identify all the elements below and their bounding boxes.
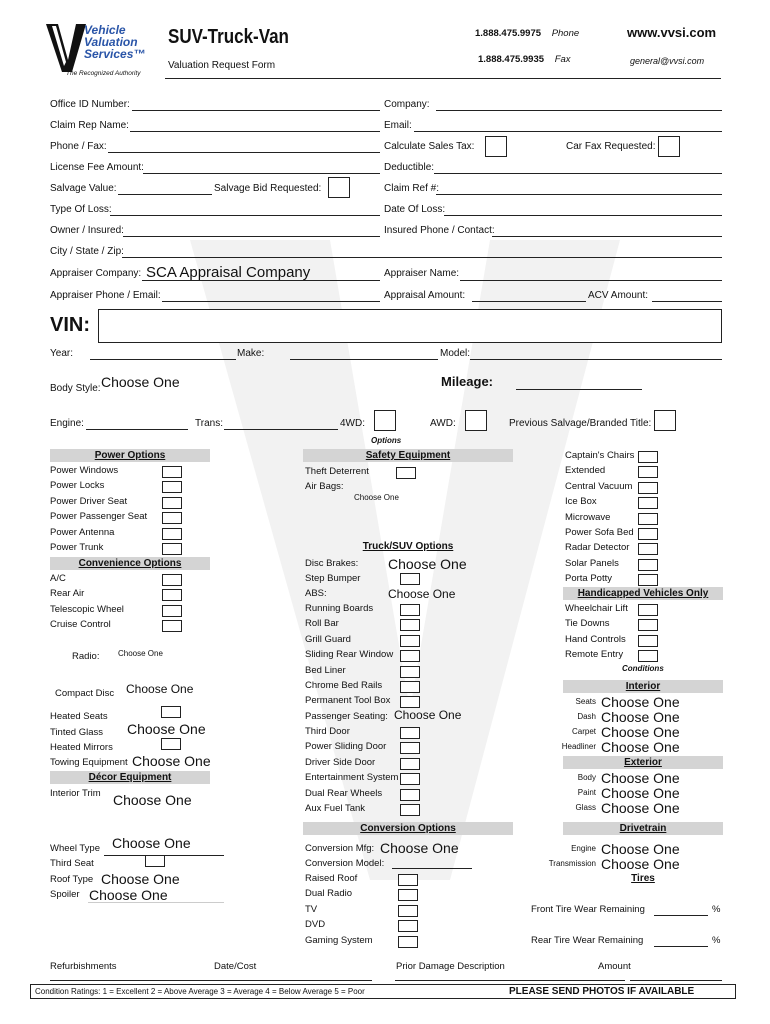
paint-condition-select[interactable]: Choose One [601, 785, 680, 801]
year-label: Year: [50, 348, 73, 359]
amount-input[interactable] [630, 980, 722, 981]
carpet-condition-select[interactable]: Choose One [601, 724, 680, 740]
rear-tire-pct: % [712, 935, 721, 946]
logo-v-icon [46, 22, 86, 74]
truck-suv-header: Truck/SUV Options [362, 541, 454, 552]
handicapped-header: Handicapped Vehicles Only [563, 587, 723, 600]
insured-phone-input[interactable] [492, 236, 722, 237]
permanent-tool-box-label: Permanent Tool Box [305, 695, 391, 707]
raised-roof-checkbox[interactable] [398, 874, 418, 886]
remote-entry-label: Remote Entry [565, 649, 624, 661]
heated-mirrors-checkbox[interactable] [161, 738, 181, 750]
roll-bar-label: Roll Bar [305, 618, 339, 630]
body-style-select[interactable]: Choose One [101, 374, 180, 390]
compact-disc-label: Compact Disc [55, 688, 115, 699]
power-locks-label: Power Locks [50, 480, 105, 492]
condition-ratings: Condition Ratings: 1 = Excellent 2 = Above Average 3 = Average 4 = Below Average 5 = Poor [35, 987, 365, 996]
year-input[interactable] [90, 359, 236, 360]
paint-condition-label: Paint [577, 788, 596, 797]
appraiser-phone-input[interactable] [162, 301, 380, 302]
prior-damage-label: Prior Damage Description [396, 961, 505, 972]
email-label: Email: [384, 120, 412, 131]
mileage-label: Mileage: [441, 374, 494, 389]
mileage-input[interactable] [516, 389, 642, 390]
company-label: Company: [384, 99, 430, 110]
calc-tax-label: Calculate Sales Tax: [384, 141, 475, 152]
telescopic-wheel-label: Telescopic Wheel [50, 603, 124, 615]
power-locks-checkbox[interactable] [162, 481, 182, 493]
wheelchair-lift-checkbox[interactable] [638, 604, 658, 616]
theft-deterrent-label: Theft Deterrent [305, 466, 369, 477]
logo-tagline: The Recognized Authority [66, 70, 141, 77]
power-driver-seat-checkbox[interactable] [162, 497, 182, 509]
air-bags-select[interactable]: Choose One [354, 493, 399, 502]
engine-label: Engine: [50, 418, 84, 429]
amount-label: Amount [598, 961, 631, 972]
body-condition-select[interactable]: Choose One [601, 770, 680, 786]
sliding-rear-window-label: Sliding Rear Window [305, 649, 394, 661]
owner-label: Owner / Insured: [50, 225, 124, 236]
appraisal-amount-label: Appraisal Amount: [384, 290, 466, 301]
appraiser-name-input[interactable] [460, 280, 722, 281]
deductible-label: Deductible: [384, 162, 435, 173]
appraisal-amount-input[interactable] [472, 301, 586, 302]
rear-tire-input[interactable] [654, 946, 708, 947]
city-label: City / State / Zip: [50, 246, 124, 257]
central-vacuum-checkbox[interactable] [638, 482, 658, 494]
power-passenger-seat-label: Power Passenger Seat [50, 511, 148, 523]
seats-condition-label: Seats [575, 697, 596, 706]
radio-label: Radio: [72, 651, 100, 662]
vin-input[interactable] [98, 309, 722, 343]
rear-tire-label: Rear Tire Wear Remaining [531, 935, 644, 946]
raised-roof-label: Raised Roof [305, 873, 358, 884]
model-label: Model: [440, 348, 471, 359]
roof-type-select[interactable]: Choose One [101, 871, 180, 887]
appraiser-company-value[interactable]: SCA Appraisal Company [146, 264, 311, 281]
telescopic-wheel-checkbox[interactable] [162, 605, 182, 617]
third-door-checkbox[interactable] [400, 727, 420, 739]
cruise-control-label: Cruise Control [50, 619, 111, 631]
power-passenger-seat-checkbox[interactable] [162, 512, 182, 524]
make-label: Make: [237, 348, 265, 359]
salvage-bid-label: Salvage Bid Requested: [214, 183, 322, 194]
dvd-checkbox[interactable] [398, 920, 418, 932]
website[interactable]: www.vvsi.com [627, 25, 717, 40]
dual-rear-wheels-checkbox[interactable] [400, 789, 420, 801]
running-boards-label: Running Boards [305, 603, 374, 614]
date-of-loss-label: Date Of Loss: [384, 204, 446, 215]
fax-number: 1.888.475.9935 [478, 54, 545, 65]
carpet-condition-label: Carpet [571, 727, 596, 736]
owner-input[interactable] [123, 236, 380, 237]
bed-liner-label: Bed Liner [305, 664, 346, 676]
porta-potty-checkbox[interactable] [638, 574, 658, 586]
solar-panels-label: Solar Panels [565, 557, 619, 569]
insured-phone-label: Insured Phone / Contact: [384, 225, 495, 236]
wheelchair-lift-label: Wheelchair Lift [565, 603, 628, 614]
engine-condition-label: Engine [571, 844, 596, 853]
passenger-seating-select[interactable]: Choose One [394, 708, 462, 722]
hand-controls-label: Hand Controls [565, 633, 626, 645]
a-c-label: A/C [50, 573, 66, 584]
tv-checkbox[interactable] [398, 905, 418, 917]
interior-trim-select[interactable]: Choose One [113, 792, 192, 808]
tie-downs-checkbox[interactable] [638, 619, 658, 631]
front-tire-pct: % [712, 904, 721, 915]
porta-potty-label: Porta Potty [565, 573, 612, 585]
refurbishments-label: Refurbishments [50, 961, 117, 972]
power-trunk-checkbox[interactable] [162, 543, 182, 555]
captain-s-chairs-label: Captain's Chairs [565, 450, 635, 461]
fax-label: Fax [554, 54, 571, 65]
phone-label: Phone [551, 28, 580, 39]
4wd-checkbox[interactable] [374, 410, 396, 431]
towing-select[interactable]: Choose One [132, 753, 211, 769]
radar-detector-checkbox[interactable] [638, 543, 658, 555]
logo-line-1: Vehicle [84, 23, 126, 37]
trans-label: Trans: [195, 418, 223, 429]
towing-label: Towing Equipment [50, 757, 128, 768]
form-title: SUV-Truck-Van [168, 26, 289, 48]
logo-line-2: Valuation [84, 35, 138, 49]
claim-rep-input[interactable] [130, 131, 380, 132]
front-tire-input[interactable] [654, 915, 708, 916]
radio-select[interactable]: Choose One [118, 649, 163, 658]
trans-input[interactable] [224, 429, 338, 430]
chrome-bed-rails-checkbox[interactable] [400, 681, 420, 693]
convenience-options-header: Convenience Options [50, 557, 210, 570]
make-input[interactable] [290, 359, 438, 360]
body-condition-label: Body [577, 773, 596, 782]
hand-controls-checkbox[interactable] [638, 635, 658, 647]
headliner-condition-label: Headliner [561, 742, 596, 751]
conditions-label: Conditions [622, 664, 664, 673]
tinted-glass-select[interactable]: Choose One [127, 721, 206, 737]
transmission-condition-select[interactable]: Choose One [601, 856, 680, 872]
power-sofa-bed-checkbox[interactable] [638, 528, 658, 540]
appraiser-company-label: Appraiser Company: [50, 268, 142, 279]
conversion-header: Conversion Options [303, 822, 513, 835]
dvd-label: DVD [305, 919, 326, 931]
claim-rep-label: Claim Rep Name: [50, 120, 129, 131]
permanent-tool-box-checkbox[interactable] [400, 696, 420, 708]
gaming-system-checkbox[interactable] [398, 936, 418, 948]
central-vacuum-label: Central Vacuum [565, 480, 633, 492]
entertainment-system-checkbox[interactable] [400, 773, 420, 785]
spoiler-select[interactable]: Choose One [89, 887, 168, 903]
heated-seats-label: Heated Seats [50, 711, 108, 722]
decor-header: Décor Equipment [50, 771, 210, 784]
car-fax-checkbox[interactable] [658, 136, 680, 157]
4wd-label: 4WD: [340, 418, 365, 429]
power-driver-seat-label: Power Driver Seat [50, 495, 128, 507]
tie-downs-label: Tie Downs [565, 618, 610, 630]
bed-liner-checkbox[interactable] [400, 666, 420, 678]
contact-email[interactable]: general@vvsi.com [630, 56, 705, 66]
step-bumper-checkbox[interactable] [400, 573, 420, 585]
disc-brakes-select[interactable]: Choose One [388, 556, 467, 572]
prev-salvage-checkbox[interactable] [654, 410, 676, 431]
rear-air-label: Rear Air [50, 588, 85, 600]
microwave-checkbox[interactable] [638, 513, 658, 525]
power-sliding-door-checkbox[interactable] [400, 742, 420, 754]
dual-radio-label: Dual Radio [305, 888, 352, 900]
entertainment-system-label: Entertainment System [305, 772, 399, 784]
refurbishments-input[interactable] [50, 980, 372, 981]
awd-label: AWD: [430, 418, 456, 429]
office-id-input[interactable] [132, 110, 380, 111]
phone-fax-label: Phone / Fax: [50, 141, 107, 152]
body-style-label: Body Style: [50, 383, 101, 394]
tinted-glass-label: Tinted Glass [50, 727, 103, 738]
roof-type-label: Roof Type [50, 874, 94, 885]
chrome-bed-rails-label: Chrome Bed Rails [305, 680, 383, 691]
compact-disc-select[interactable]: Choose One [126, 682, 194, 696]
phone-number: 1.888.475.9975 [475, 28, 542, 39]
extended-label: Extended [565, 465, 606, 477]
date-of-loss-input[interactable] [444, 215, 722, 216]
conversion-mfg-select[interactable]: Choose One [380, 840, 459, 856]
dual-radio-checkbox[interactable] [398, 889, 418, 901]
ice-box-checkbox[interactable] [638, 497, 658, 509]
license-fee-label: License Fee Amount: [50, 162, 144, 173]
power-options-header: Power Options [50, 449, 210, 462]
appraiser-phone-label: Appraiser Phone / Email: [50, 290, 161, 301]
a-c-checkbox[interactable] [162, 574, 182, 586]
power-sliding-door-label: Power Sliding Door [305, 741, 387, 753]
city-input[interactable] [122, 257, 722, 258]
aux-fuel-tank-checkbox[interactable] [400, 804, 420, 816]
awd-checkbox[interactable] [465, 410, 487, 431]
dual-rear-wheels-label: Dual Rear Wheels [305, 787, 383, 799]
ice-box-label: Ice Box [565, 496, 597, 508]
salvage-bid-checkbox[interactable] [328, 177, 350, 198]
salvage-value-label: Salvage Value: [50, 183, 117, 194]
third-seat-checkbox[interactable] [145, 855, 165, 867]
microwave-label: Microwave [565, 511, 611, 523]
company-input[interactable] [436, 110, 722, 111]
aux-fuel-tank-label: Aux Fuel Tank [305, 803, 366, 814]
roll-bar-checkbox[interactable] [400, 619, 420, 631]
prev-salvage-label: Previous Salvage/Branded Title: [509, 418, 652, 429]
conversion-mfg-label: Conversion Mfg: [305, 843, 375, 854]
spoiler-label: Spoiler [50, 889, 80, 900]
vin-label: VIN: [50, 314, 90, 336]
tv-label: TV [305, 903, 318, 915]
front-tire-label: Front Tire Wear Remaining [531, 904, 645, 915]
engine-condition-select[interactable]: Choose One [601, 841, 680, 857]
grill-guard-label: Grill Guard [305, 633, 351, 645]
driver-side-door-label: Driver Side Door [305, 756, 376, 768]
interior-trim-label: Interior Trim [50, 788, 101, 799]
claim-ref-input[interactable] [436, 194, 722, 195]
power-sofa-bed-label: Power Sofa Bed [565, 527, 634, 538]
seats-condition-select[interactable]: Choose One [601, 694, 680, 710]
rear-air-checkbox[interactable] [162, 589, 182, 601]
abs-label: ABS: [305, 588, 327, 599]
vvsi-logo [46, 22, 156, 80]
third-door-label: Third Door [305, 726, 350, 737]
tires-header: Tires [631, 873, 655, 884]
power-antenna-label: Power Antenna [50, 526, 115, 538]
heated-seats-checkbox[interactable] [161, 706, 181, 718]
headliner-condition-select[interactable]: Choose One [601, 739, 680, 755]
wheel-type-label: Wheel Type [50, 843, 100, 854]
model-input[interactable] [470, 359, 722, 360]
type-of-loss-label: Type Of Loss: [50, 204, 112, 215]
sliding-rear-window-checkbox[interactable] [400, 650, 420, 662]
passenger-seating-label: Passenger Seating: [305, 711, 388, 722]
gaming-system-label: Gaming System [305, 934, 373, 946]
exterior-header: Exterior [563, 756, 723, 769]
step-bumper-label: Step Bumper [305, 573, 361, 584]
extended-checkbox[interactable] [638, 466, 658, 478]
safety-header: Safety Equipment [303, 449, 513, 462]
abs-select[interactable]: Choose One [388, 587, 456, 601]
deductible-input[interactable] [434, 173, 722, 174]
dash-condition-select[interactable]: Choose One [601, 709, 680, 725]
prior-damage-input[interactable] [395, 980, 625, 981]
type-of-loss-input[interactable] [110, 215, 380, 216]
car-fax-label: Car Fax Requested: [566, 141, 656, 152]
form-subtitle: Valuation Request Form [168, 60, 276, 71]
transmission-condition-label: Transmission [548, 859, 596, 868]
driver-side-door-checkbox[interactable] [400, 758, 420, 770]
grill-guard-checkbox[interactable] [400, 635, 420, 647]
power-trunk-label: Power Trunk [50, 542, 104, 553]
office-id-label: Office ID Number: [50, 99, 130, 110]
interior-header: Interior [563, 680, 723, 693]
glass-condition-label: Glass [575, 803, 596, 812]
heated-mirrors-label: Heated Mirrors [50, 742, 113, 753]
options-label: Options [371, 436, 402, 445]
solar-panels-checkbox[interactable] [638, 559, 658, 571]
power-antenna-checkbox[interactable] [162, 528, 182, 540]
captain-s-chairs-checkbox[interactable] [638, 451, 658, 463]
glass-condition-select[interactable]: Choose One [601, 800, 680, 816]
cruise-control-checkbox[interactable] [162, 620, 182, 632]
theft-deterrent-checkbox[interactable] [396, 467, 416, 479]
running-boards-checkbox[interactable] [400, 604, 420, 616]
acv-input[interactable] [652, 301, 722, 302]
please-send-photos: PLEASE SEND PHOTOS IF AVAILABLE [509, 986, 695, 997]
dash-condition-label: Dash [577, 712, 596, 721]
disc-brakes-label: Disc Brakes: [305, 558, 359, 569]
power-windows-checkbox[interactable] [162, 466, 182, 478]
calc-tax-checkbox[interactable] [485, 136, 507, 157]
phone-fax-input[interactable] [108, 152, 380, 153]
remote-entry-checkbox[interactable] [638, 650, 658, 662]
conversion-model-input[interactable] [392, 868, 472, 869]
email-input[interactable] [414, 131, 722, 132]
drivetrain-header: Drivetrain [563, 822, 723, 835]
wheel-type-select[interactable]: Choose One [112, 835, 191, 851]
acv-label: ACV Amount: [588, 290, 649, 301]
third-seat-label: Third Seat [50, 858, 94, 869]
air-bags-label: Air Bags: [305, 481, 344, 492]
claim-ref-label: Claim Ref #: [384, 183, 440, 194]
conversion-model-label: Conversion Model: [305, 858, 385, 869]
salvage-value-input[interactable] [118, 194, 212, 195]
power-windows-label: Power Windows [50, 465, 119, 476]
license-fee-input[interactable] [143, 173, 380, 174]
logo-line-3: Services™ [84, 47, 146, 61]
radar-detector-label: Radar Detector [565, 542, 630, 554]
engine-input[interactable] [86, 429, 188, 430]
date-cost-label: Date/Cost [214, 961, 257, 972]
appraiser-name-label: Appraiser Name: [384, 268, 460, 279]
